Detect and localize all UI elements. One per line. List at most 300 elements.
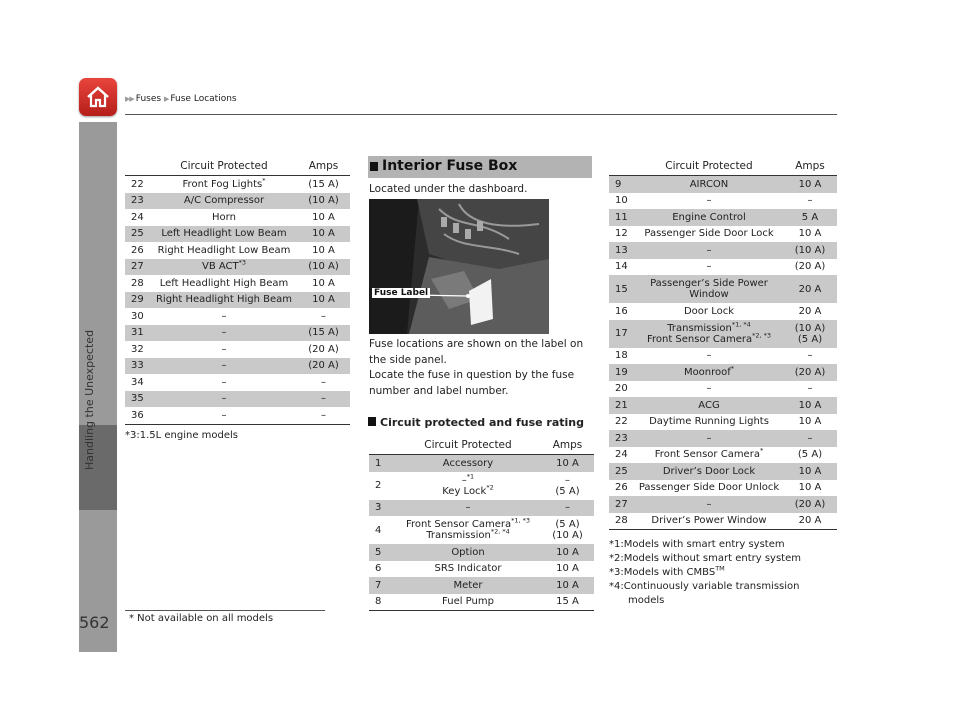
square-bullet-icon bbox=[368, 417, 376, 426]
circuit-cell bbox=[395, 544, 541, 561]
amps-value: (20 A) bbox=[794, 261, 826, 273]
table-row bbox=[609, 513, 837, 530]
circuit-cell bbox=[151, 176, 297, 193]
circuit-cell bbox=[151, 407, 297, 424]
fuse-number: 30 bbox=[131, 310, 144, 322]
column-header-circuit: Circuit Protected bbox=[635, 156, 783, 176]
footnote-ref: *1, *4 bbox=[731, 320, 751, 329]
sub-heading: Circuit protected and fuse rating bbox=[368, 416, 584, 429]
amps-cell bbox=[783, 275, 837, 303]
fuse-box-photo bbox=[369, 199, 549, 334]
circuit-name: Left Headlight High Beam bbox=[159, 277, 289, 289]
circuit-name: – bbox=[221, 310, 227, 322]
circuit-name: Right Headlight Low Beam bbox=[157, 244, 291, 256]
amps-cell bbox=[297, 391, 350, 408]
fuse-label-callout: Fuse Label bbox=[374, 288, 429, 298]
table-row bbox=[609, 275, 837, 303]
square-bullet-icon bbox=[370, 162, 378, 171]
fuse-number: 17 bbox=[609, 320, 635, 348]
amps-cell bbox=[783, 259, 837, 276]
table-row bbox=[125, 374, 350, 391]
circuit-cell bbox=[151, 226, 297, 243]
table-row bbox=[125, 176, 350, 193]
breadcrumb-arrow-icon: ▶ bbox=[163, 95, 169, 103]
footnote-ref: *3 bbox=[238, 258, 247, 267]
footnote-1: *1:Models with smart entry system bbox=[609, 539, 785, 550]
circuit-name: Meter bbox=[453, 579, 483, 591]
fuse-number: 14 bbox=[615, 261, 628, 273]
circuit-name: Right Headlight High Beam bbox=[155, 294, 293, 306]
circuit-cell bbox=[635, 381, 783, 398]
circuit-name: Door Lock bbox=[683, 305, 735, 317]
footnote-ref: *2, *3 bbox=[752, 331, 772, 340]
fuse-number: 9 bbox=[609, 176, 635, 193]
amps-cell bbox=[541, 594, 594, 611]
amps-cell bbox=[783, 496, 837, 513]
circuit-name: Front Sensor Camera bbox=[654, 449, 760, 461]
amps-value: (10 A) bbox=[552, 530, 583, 541]
fuse-number: 23 bbox=[125, 193, 151, 210]
home-icon bbox=[85, 84, 111, 110]
fuse-table-right bbox=[609, 156, 837, 530]
circuit-cell bbox=[151, 341, 297, 358]
amps-value: (15 A) bbox=[308, 327, 339, 339]
circuit-cell bbox=[635, 259, 783, 276]
table-row bbox=[609, 430, 837, 447]
amps-value: (10 A) bbox=[308, 195, 339, 207]
amps-value: 10 A bbox=[312, 244, 335, 256]
circuit-name: Fuel Pump bbox=[442, 596, 494, 608]
table-row bbox=[609, 397, 837, 414]
amps-value: 10 A bbox=[798, 178, 822, 190]
footnote-4: *4:Continuously variable transmission bbox=[609, 581, 800, 592]
circuit-cell bbox=[151, 209, 297, 226]
amps-cell bbox=[297, 407, 350, 424]
fuse-number: 21 bbox=[609, 397, 635, 414]
fuse-number: 28 bbox=[609, 513, 635, 530]
table-row bbox=[609, 259, 837, 276]
amps-value: 10 A bbox=[312, 277, 335, 289]
fuse-number: 3 bbox=[369, 500, 395, 517]
circuit-cell bbox=[635, 226, 783, 243]
circuit-name: – bbox=[706, 195, 712, 207]
amps-value: – bbox=[807, 195, 813, 207]
circuit-name: Driver’s Door Lock bbox=[662, 465, 756, 477]
circuit-name: AIRCON bbox=[689, 178, 729, 190]
footnote-ref: *2, *4 bbox=[490, 527, 510, 536]
circuit-name: Driver’s Power Window bbox=[651, 515, 767, 527]
table-row bbox=[125, 275, 350, 292]
amps-value: (5 A) bbox=[555, 485, 580, 497]
column-header-amps: Amps bbox=[297, 156, 350, 176]
amps-value: – bbox=[565, 502, 570, 514]
circuit-cell bbox=[635, 414, 783, 431]
amps-cell bbox=[297, 259, 350, 276]
circuit-cell bbox=[395, 472, 541, 500]
amps-cell bbox=[783, 209, 837, 226]
amps-cell bbox=[297, 176, 350, 193]
footnote-ref: * bbox=[262, 176, 266, 185]
circuit-line bbox=[395, 527, 541, 541]
column-header-circuit: Circuit Protected bbox=[395, 435, 541, 455]
amps-value: – bbox=[565, 474, 570, 486]
circuit-cell bbox=[635, 480, 783, 497]
fuse-number: 19 bbox=[609, 364, 635, 381]
amps-cell bbox=[783, 348, 837, 365]
amps-value: 20 A bbox=[798, 515, 822, 527]
table-row bbox=[609, 381, 837, 398]
amps-value: 10 A bbox=[556, 546, 579, 558]
amps-value: 10 A bbox=[312, 211, 335, 223]
circuit-name: Passenger’s Side Power bbox=[650, 278, 768, 289]
fuse-number: 26 bbox=[131, 244, 144, 256]
amps-cell bbox=[541, 577, 594, 594]
circuit-cell bbox=[151, 325, 297, 342]
fuse-number: 31 bbox=[125, 325, 151, 342]
circuit-name: Left Headlight Low Beam bbox=[161, 228, 287, 240]
fuse-number: 10 bbox=[615, 195, 628, 207]
circuit-name: – bbox=[706, 383, 712, 395]
circuit-cell bbox=[635, 275, 783, 303]
fuse-number: 25 bbox=[125, 226, 151, 243]
table-row bbox=[125, 308, 350, 325]
circuit-cell bbox=[635, 320, 783, 348]
fuse-number: 24 bbox=[615, 449, 628, 461]
amps-value: 10 A bbox=[556, 579, 579, 591]
fuse-number: 15 bbox=[609, 275, 635, 303]
table-row bbox=[369, 561, 594, 578]
amps-cell bbox=[783, 320, 837, 348]
table-row bbox=[369, 472, 594, 500]
amps-value: 10 A bbox=[798, 228, 822, 240]
fuse-table-left bbox=[125, 156, 350, 425]
table-row bbox=[609, 209, 837, 226]
footnote-2: *2:Models without smart entry system bbox=[609, 553, 801, 564]
table-row bbox=[369, 577, 594, 594]
footnote-ref: * bbox=[759, 446, 764, 455]
circuit-name: Engine Control bbox=[672, 211, 746, 223]
fuse-number: 13 bbox=[609, 242, 635, 259]
circuit-name: – bbox=[221, 409, 227, 421]
circuit-name: Front Sensor Camera bbox=[405, 519, 512, 530]
table-row bbox=[369, 500, 594, 517]
amps-cell bbox=[297, 275, 350, 292]
amps-cell bbox=[297, 193, 350, 210]
circuit-cell bbox=[635, 513, 783, 530]
table-row bbox=[125, 209, 350, 226]
column-header-amps: Amps bbox=[783, 156, 837, 176]
table-row bbox=[609, 226, 837, 243]
amps-cell bbox=[297, 209, 350, 226]
circuit-cell bbox=[395, 516, 541, 544]
amps-cell bbox=[541, 500, 594, 517]
amps-cell bbox=[541, 561, 594, 578]
amps-value: – bbox=[807, 383, 813, 395]
table-row bbox=[609, 364, 837, 381]
circuit-cell bbox=[395, 455, 541, 472]
amps-cell bbox=[297, 226, 350, 243]
fuse-number: 20 bbox=[615, 383, 628, 395]
amps-cell bbox=[541, 516, 594, 544]
circuit-line bbox=[635, 278, 783, 289]
circuit-name: Key Lock bbox=[442, 485, 487, 497]
circuit-cell bbox=[151, 391, 297, 408]
circuit-name: – bbox=[706, 244, 712, 256]
circuit-cell bbox=[151, 275, 297, 292]
circuit-cell bbox=[635, 176, 783, 193]
column-header-amps: Amps bbox=[541, 435, 594, 455]
circuit-name: Front Fog Lights bbox=[182, 178, 263, 190]
fuse-number: 28 bbox=[131, 277, 144, 289]
circuit-name: Transmission bbox=[426, 530, 491, 541]
amps-value: – bbox=[807, 432, 813, 444]
table-row bbox=[125, 242, 350, 259]
circuit-cell bbox=[635, 364, 783, 381]
fuse-number: 27 bbox=[609, 496, 635, 513]
amps-value: 10 A bbox=[556, 563, 579, 575]
circuit-name: – bbox=[221, 327, 227, 339]
amps-value: – bbox=[807, 350, 813, 362]
circuit-name: Option bbox=[451, 546, 485, 558]
amps-value: (20 A) bbox=[308, 343, 339, 355]
circuit-name: – bbox=[465, 502, 471, 514]
fuse-number: 32 bbox=[131, 343, 144, 355]
amps-value: 10 A bbox=[312, 228, 335, 240]
table-row bbox=[369, 516, 594, 544]
fuse-number: 12 bbox=[615, 228, 628, 240]
circuit-cell bbox=[151, 242, 297, 259]
amps-cell bbox=[541, 472, 594, 500]
amps-cell bbox=[297, 242, 350, 259]
table-row bbox=[609, 496, 837, 513]
circuit-cell bbox=[635, 447, 783, 464]
breadcrumb-fuse-locations[interactable]: Fuse Locations bbox=[170, 94, 237, 104]
amps-value: (15 A) bbox=[308, 178, 339, 190]
fuse-number: 34 bbox=[131, 376, 144, 388]
amps-cell bbox=[297, 325, 350, 342]
amps-value: (5 A) bbox=[797, 333, 823, 345]
footnote-ref: *2 bbox=[486, 483, 494, 492]
circuit-name: VB ACT bbox=[201, 261, 239, 273]
amps-cell bbox=[783, 513, 837, 530]
amps-cell bbox=[783, 447, 837, 464]
circuit-cell bbox=[635, 303, 783, 320]
circuit-name: – bbox=[221, 376, 227, 388]
breadcrumb-fuses[interactable]: Fuses bbox=[135, 94, 162, 104]
table-row bbox=[609, 320, 837, 348]
footer-note: * Not available on all models bbox=[129, 613, 274, 624]
amps-value: (5 A) bbox=[797, 449, 823, 461]
amps-value: (10 A) bbox=[308, 261, 339, 273]
amps-value: – bbox=[321, 409, 326, 421]
circuit-cell bbox=[395, 500, 541, 517]
amps-value: (10 A) bbox=[794, 322, 826, 334]
circuit-cell bbox=[395, 594, 541, 611]
fuse-number: 7 bbox=[369, 577, 395, 594]
fuse-number: 29 bbox=[125, 292, 151, 309]
footer-rule bbox=[125, 610, 325, 611]
table-row bbox=[609, 480, 837, 497]
column-header-circuit: Circuit Protected bbox=[151, 156, 297, 176]
fuse-number: 5 bbox=[369, 544, 395, 561]
amps-cell bbox=[297, 308, 350, 325]
circuit-name: Passenger Side Door Lock bbox=[644, 228, 774, 240]
amps-value: 15 A bbox=[556, 596, 579, 608]
table-row bbox=[125, 341, 350, 358]
table-row bbox=[125, 391, 350, 408]
circuit-cell bbox=[635, 348, 783, 365]
fuse-number: 35 bbox=[125, 391, 151, 408]
table-row bbox=[369, 544, 594, 561]
circuit-cell bbox=[151, 193, 297, 210]
fuse-number: 6 bbox=[375, 563, 382, 575]
amps-value: (10 A) bbox=[794, 244, 826, 256]
table-row bbox=[609, 242, 837, 259]
footnote-3: *3:Models with CMBS™ bbox=[609, 564, 725, 578]
amps-cell bbox=[783, 381, 837, 398]
fuse-number: 26 bbox=[615, 482, 628, 494]
table-row bbox=[609, 447, 837, 464]
circuit-cell bbox=[635, 242, 783, 259]
circuit-line bbox=[635, 331, 783, 345]
circuit-name: – bbox=[221, 360, 227, 372]
circuit-name: Accessory bbox=[442, 457, 494, 469]
amps-cell bbox=[783, 176, 837, 193]
fuse-number: 24 bbox=[131, 211, 144, 223]
circuit-name: Moonroof bbox=[683, 366, 731, 378]
circuit-name: Window bbox=[689, 289, 729, 300]
table-row bbox=[125, 193, 350, 210]
circuit-name: Passenger Side Door Unlock bbox=[638, 482, 780, 494]
header-rule bbox=[125, 114, 837, 115]
amps-value: – bbox=[321, 310, 326, 322]
circuit-cell bbox=[395, 561, 541, 578]
amps-cell bbox=[541, 455, 594, 472]
fuse-number: 8 bbox=[369, 594, 395, 611]
amps-cell bbox=[783, 397, 837, 414]
circuit-name: – bbox=[221, 393, 227, 405]
footnote-3: *3:1.5L engine models bbox=[125, 430, 239, 441]
table-row bbox=[125, 325, 350, 342]
amps-value: (20 A) bbox=[794, 498, 826, 510]
amps-value: (5 A) bbox=[555, 519, 580, 530]
footnote-ref: *1 bbox=[466, 472, 475, 481]
circuit-cell bbox=[151, 358, 297, 375]
amps-value: (20 A) bbox=[308, 360, 339, 372]
circuit-name: – bbox=[461, 474, 467, 486]
amps-cell bbox=[783, 414, 837, 431]
footnote-ref: *1, *3 bbox=[511, 516, 531, 525]
table-row bbox=[609, 193, 837, 210]
fuse-number: 16 bbox=[615, 305, 628, 317]
footnote-4-cont: models bbox=[628, 595, 665, 606]
amps-value: 10 A bbox=[798, 399, 822, 411]
circuit-name: ACG bbox=[698, 399, 720, 411]
breadcrumb bbox=[125, 94, 237, 104]
amps-cell bbox=[297, 341, 350, 358]
table-row bbox=[125, 226, 350, 243]
fuse-number: 18 bbox=[615, 350, 628, 362]
circuit-cell bbox=[635, 496, 783, 513]
circuit-name: – bbox=[706, 432, 712, 444]
fuse-table-middle bbox=[369, 435, 594, 611]
circuit-line bbox=[395, 516, 541, 530]
amps-cell bbox=[783, 364, 837, 381]
fuse-number: 22 bbox=[615, 416, 628, 428]
amps-value: 20 A bbox=[798, 305, 822, 317]
amps-value: 5 A bbox=[801, 211, 819, 223]
home-button[interactable] bbox=[79, 78, 117, 116]
amps-cell bbox=[297, 358, 350, 375]
fuse-number: 22 bbox=[131, 178, 144, 190]
circuit-name: Front Sensor Camera bbox=[646, 333, 753, 345]
circuit-line bbox=[395, 472, 541, 486]
table-row bbox=[609, 348, 837, 365]
section-heading: Interior Fuse Box bbox=[368, 156, 592, 178]
amps-value: 10 A bbox=[798, 482, 822, 494]
circuit-name: Horn bbox=[212, 211, 236, 223]
amps-value: – bbox=[321, 376, 326, 388]
fuse-number: 36 bbox=[125, 407, 151, 424]
circuit-name: A/C Compressor bbox=[183, 195, 265, 207]
amps-cell bbox=[783, 480, 837, 497]
amps-cell bbox=[783, 303, 837, 320]
amps-cell bbox=[783, 430, 837, 447]
amps-value: 20 A bbox=[798, 283, 822, 295]
table-row bbox=[609, 463, 837, 480]
circuit-name: – bbox=[706, 498, 712, 510]
amps-cell bbox=[783, 193, 837, 210]
circuit-cell bbox=[635, 209, 783, 226]
circuit-name: Transmission bbox=[667, 322, 732, 334]
amps-value: 10 A bbox=[798, 416, 822, 428]
fuse-number: 1 bbox=[369, 455, 395, 472]
circuit-cell bbox=[151, 259, 297, 276]
table-row bbox=[369, 594, 594, 611]
breadcrumb-arrow-icon: ▶▶ bbox=[125, 95, 134, 103]
amps-value: 10 A bbox=[798, 465, 822, 477]
table-row bbox=[125, 407, 350, 424]
circuit-cell bbox=[151, 292, 297, 309]
table-row bbox=[125, 358, 350, 375]
footnotes bbox=[609, 538, 801, 608]
page-number: 562 bbox=[79, 613, 110, 632]
circuit-name: – bbox=[221, 343, 227, 355]
description: Fuse locations are shown on the label on the side panel. Locate the fuse in question by the fuse number and label number. bbox=[369, 338, 584, 397]
circuit-line bbox=[635, 289, 783, 300]
table-row bbox=[609, 414, 837, 431]
fuse-number: 23 bbox=[609, 430, 635, 447]
amps-cell bbox=[783, 463, 837, 480]
table-row bbox=[125, 292, 350, 309]
circuit-cell bbox=[635, 430, 783, 447]
table-row bbox=[125, 259, 350, 276]
amps-value: 10 A bbox=[312, 294, 335, 306]
circuit-cell bbox=[635, 193, 783, 210]
location-text: Located under the dashboard. bbox=[369, 183, 528, 195]
amps-cell bbox=[783, 226, 837, 243]
amps-cell bbox=[783, 242, 837, 259]
fuse-number: 2 bbox=[375, 480, 382, 491]
table-row bbox=[369, 455, 594, 472]
circuit-name: – bbox=[706, 261, 712, 273]
circuit-name: SRS Indicator bbox=[434, 563, 502, 575]
fuse-number: 4 bbox=[375, 524, 382, 536]
fuse-number: 25 bbox=[609, 463, 635, 480]
fuse-number: 11 bbox=[609, 209, 635, 226]
footnote-ref: * bbox=[730, 364, 735, 373]
circuit-cell bbox=[635, 463, 783, 480]
